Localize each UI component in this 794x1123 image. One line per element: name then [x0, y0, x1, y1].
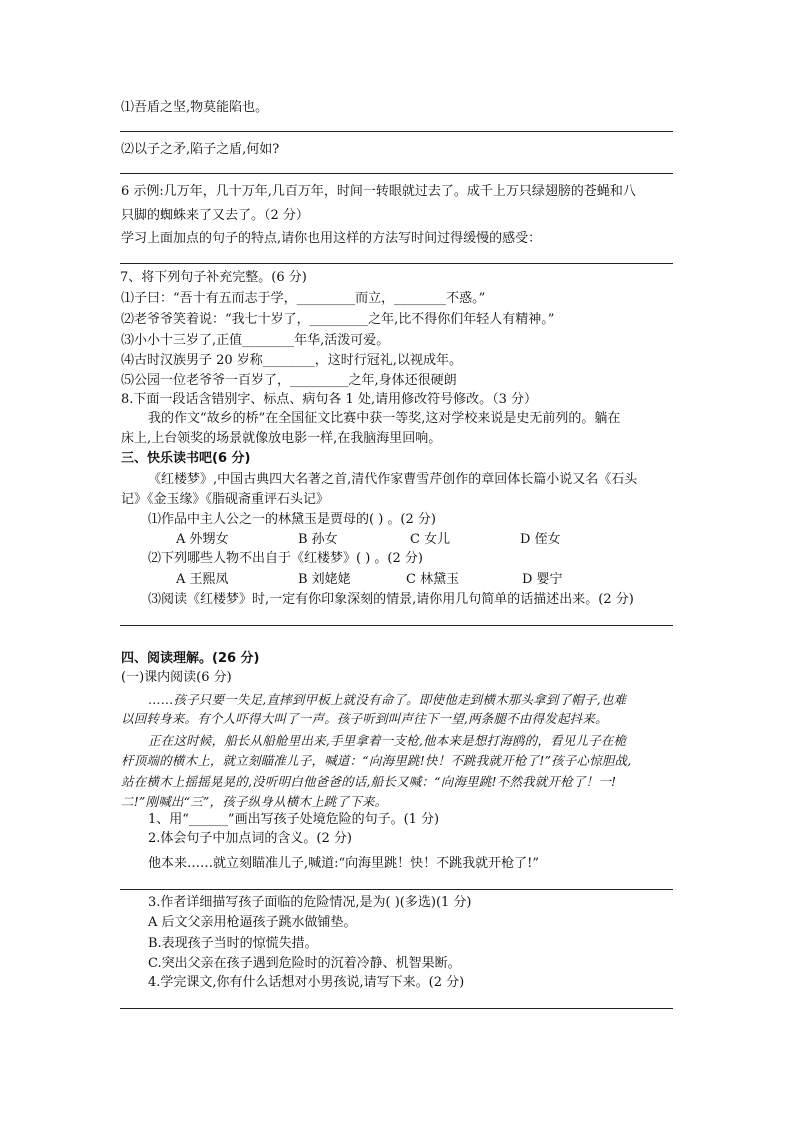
- q5-item-2: ⑵以子之矛,陷子之盾,何如?: [121, 142, 280, 157]
- q7-item-5: ⑸公园一位老爷爷一百岁了，_________之年,身体还很硬朗: [121, 373, 457, 388]
- q5-item-1: ⑴吾盾之坚,物莫能陷也。: [121, 100, 269, 115]
- q7-item-3: ⑶小小十三岁了,正值________年华,活泼可爱。: [121, 333, 390, 348]
- q7-item-1: ⑴子曰：“吾十有五而志于学，_________而立，________不惑。”: [121, 291, 486, 306]
- q8-line-1: 我的作文“故乡的桥”在全国征文比赛中获一等奖,这对学校来说是史无前列的。躺在: [148, 411, 621, 426]
- passage-line: ……孩子只要一失足,直摔到甲板上就没有命了。即使他走到横木那头拿到了帽子,也难: [148, 692, 627, 707]
- q8-title: 8.下面一段话含错别字、标点、病句各 1 处,请用修改符号修改。（3 分）: [121, 392, 537, 407]
- option-b: B 孙女: [298, 532, 338, 547]
- q6-line-1: 6 示例:几万年，几十万年,几百万年，时间一转眼就过去了。成千上万只绿翅膀的苍蝇和八: [121, 184, 636, 199]
- section-3-q1: ⑴作品中主人公之一的林黛玉是贾母的( ) 。(2 分): [148, 512, 436, 527]
- reading-q4: 4.学完课文,你有什么话想对小男孩说,请写下来。(2 分): [148, 975, 465, 990]
- answer-line: [120, 263, 673, 264]
- reading-q3-option-c: C.突出父亲在孩子遇到危险时的沉着冷静、机智果断。: [148, 956, 461, 971]
- q8-line-2: 床上,上台领奖的场景就像放电影一样,在我脑海里回响。: [121, 431, 442, 446]
- passage-line: 站在横木上摇摇晃晃的,没听明白他爸爸的话,船长又喊：“向海里跳!不然我就开枪了！一!: [121, 774, 617, 789]
- q6-line-3: 学习上面加点的句子的特点,请你也用这样的方法写时间过得缓慢的感受：: [121, 231, 542, 246]
- option-c: C 女儿: [410, 532, 451, 547]
- section-4-heading: 四、阅读理解。(26 分): [121, 651, 260, 666]
- passage-line: 正在这时候，船长从船舱里出来,手里拿着一支枪,他本来是想打海鸥的，看见儿子在桅: [148, 733, 627, 748]
- option-a: A 外甥女: [176, 532, 229, 547]
- section-3-q3: ⑶阅读《红楼梦》时,一定有你印象深刻的情景,请你用几句简单的话描述出来。(2 分): [148, 592, 634, 607]
- reading-q2: 2.体会句子中加点词的含义。(2 分): [148, 831, 352, 846]
- q7-item-2: ⑵老爷爷笑着说：“我七十岁了，_________之年,比不得你们年轻人有精神。”: [121, 312, 555, 327]
- passage-line: 以回转身来。有个人吓得大叫了一声。孩子听到叫声往下一望,两条腿不由得发起抖来。: [121, 711, 608, 726]
- q6-line-2: 只脚的蜘蛛来了又去了。（2 分）: [121, 208, 309, 223]
- answer-line: [120, 625, 673, 626]
- section-4-subheading: (一)课内阅读(6 分): [121, 670, 232, 685]
- reading-q3-option-b: B.表现孩子当时的惊慌失措。: [148, 936, 318, 951]
- section-3-heading: 三、快乐读书吧(6 分): [121, 451, 251, 466]
- option-d: D 婴宁: [522, 572, 563, 587]
- section-3-intro-1: 《红楼梦》,中国古典四大名著之首,清代作家曹雪芹创作的章回体长篇小说又名《石头: [148, 472, 638, 487]
- option-d: D 侄女: [520, 532, 561, 547]
- section-3-intro-2: 记》《金玉缘》《脂砚斋重评石头记》: [121, 492, 330, 507]
- option-a: A 王熙凤: [176, 572, 229, 587]
- option-b: B 刘姥姥: [298, 572, 351, 587]
- answer-line: [120, 1008, 673, 1009]
- answer-line: [120, 131, 673, 132]
- reading-q3: 3.作者详细描写孩子面临的危险情况,是为( )(多选)(1 分): [148, 895, 472, 910]
- section-3-q2: ⑵下列哪些人物不出自于《红楼梦》( ) 。(2 分): [148, 551, 423, 566]
- q7-item-4: ⑷古时汉族男子 20 岁称________，这时行冠礼,以视成年。: [121, 353, 462, 368]
- reading-q1: 1、用“______”画出写孩子处境危险的句子。(1 分): [148, 812, 440, 827]
- reading-q3-option-a: A 后文父亲用枪逼孩子跳水做铺垫。: [148, 915, 357, 930]
- answer-line: [120, 889, 673, 890]
- passage-line: 二!”刚喊出“三”，孩子纵身从横木上跳了下来。: [121, 794, 388, 809]
- reading-q2-quote: 他本来……就立刻瞄准儿子,喊道:“向海里跳！快！不跳我就开枪了!”: [148, 856, 540, 871]
- option-c: C 林黛玉: [406, 572, 460, 587]
- passage-line: 杆顶端的横木上，就立刻瞄准儿子，喊道：“向海里跳!快！不跳我就开枪了!”孩子心惊胆战,: [121, 753, 632, 768]
- q7-title: 7、将下列句子补充完整。(6 分): [120, 270, 307, 285]
- answer-line: [120, 173, 673, 174]
